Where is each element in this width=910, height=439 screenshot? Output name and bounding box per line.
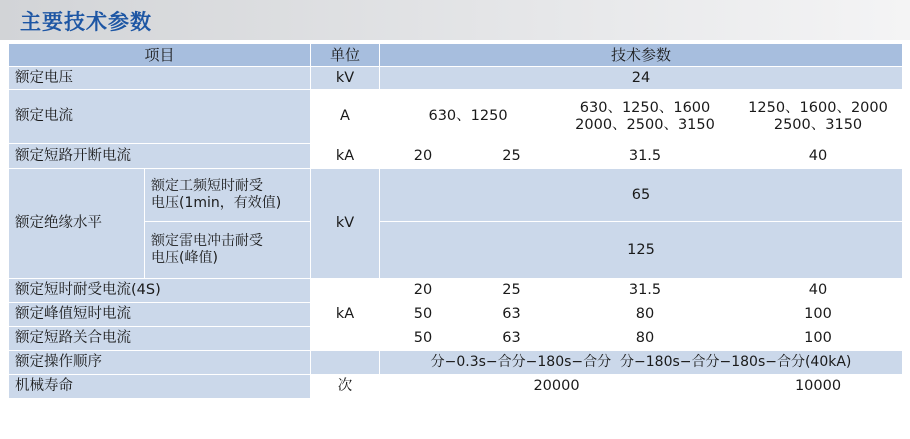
row-value: 10000 [734, 375, 903, 399]
row-label: 额定峰值短时电流 [9, 303, 311, 327]
row-unit: kV [311, 67, 380, 90]
row-label: 机械寿命 [9, 375, 311, 399]
row-value: 63 [467, 303, 557, 327]
header-row [9, 44, 903, 67]
sub-label [145, 222, 311, 279]
table-row-sequence [9, 351, 903, 375]
title-bar [0, 0, 910, 40]
row-label: 额定操作顺序 [9, 351, 311, 375]
row-unit: kV [311, 169, 380, 279]
row-unit: A [311, 90, 380, 144]
value-line: 1250、1600、2000 [748, 99, 888, 116]
table-row-making [9, 327, 903, 351]
row-value: 100 [734, 327, 903, 351]
row-label: 额定短路关合电流 [9, 327, 311, 351]
table-row-short-time [9, 279, 903, 303]
row-unit: kA [311, 144, 380, 169]
table-row-breaking [9, 144, 903, 169]
header-unit: 单位 [311, 44, 380, 67]
value-line: 630、1250、1600 [579, 99, 711, 116]
sub-label-line: 额定雷电冲击耐受 [151, 233, 263, 249]
row-value: 100 [734, 303, 903, 327]
sub-label-line: 电压(峰值) [151, 250, 218, 266]
row-value: 80 [557, 303, 734, 327]
page-title: 主要技术参数 [20, 10, 152, 34]
row-value: 20000 [380, 375, 734, 399]
row-value: 80 [557, 327, 734, 351]
row-value: 65 [380, 169, 903, 222]
row-value: 分−0.3s−合分−180s−合分 分−180s−合分−180s−合分(40kA) [380, 351, 903, 375]
row-value: 40 [734, 279, 903, 303]
row-value [734, 90, 903, 144]
row-value: 20 [380, 279, 467, 303]
header-item: 项目 [9, 44, 311, 67]
table-row-current [9, 90, 903, 144]
row-value: 25 [467, 279, 557, 303]
sub-label [145, 169, 311, 222]
row-value: 25 [467, 144, 557, 169]
row-value: 31.5 [557, 144, 734, 169]
row-unit: 次 [311, 375, 380, 399]
value-line: 2500、3150 [773, 116, 863, 133]
row-value: 50 [380, 303, 467, 327]
row-value: 20 [380, 144, 467, 169]
header-params: 技术参数 [380, 44, 903, 67]
row-value: 50 [380, 327, 467, 351]
row-value: 31.5 [557, 279, 734, 303]
row-label: 额定电流 [9, 90, 311, 144]
table-row-life [9, 375, 903, 399]
row-label: 额定短时耐受电流(4S) [9, 279, 311, 303]
sub-label-line: 电压(1min，有效值) [151, 195, 282, 211]
row-label: 额定电压 [9, 67, 311, 90]
value-line: 2000、2500、3150 [575, 116, 715, 133]
row-value: 630、1250 [380, 90, 557, 144]
row-label: 额定短路开断电流 [9, 144, 311, 169]
row-value: 24 [380, 67, 903, 90]
row-value: 63 [467, 327, 557, 351]
row-value: 40 [734, 144, 903, 169]
sub-label-line: 额定工频短时耐受 [151, 178, 263, 194]
row-value: 125 [380, 222, 903, 279]
table-row-insulation-1 [9, 169, 903, 222]
row-label: 额定绝缘水平 [9, 169, 145, 279]
table-row-voltage [9, 67, 903, 90]
table-row-peak [9, 303, 903, 327]
row-unit: kA [311, 279, 380, 351]
row-value [557, 90, 734, 144]
spec-table [8, 43, 903, 399]
row-unit [311, 351, 380, 375]
